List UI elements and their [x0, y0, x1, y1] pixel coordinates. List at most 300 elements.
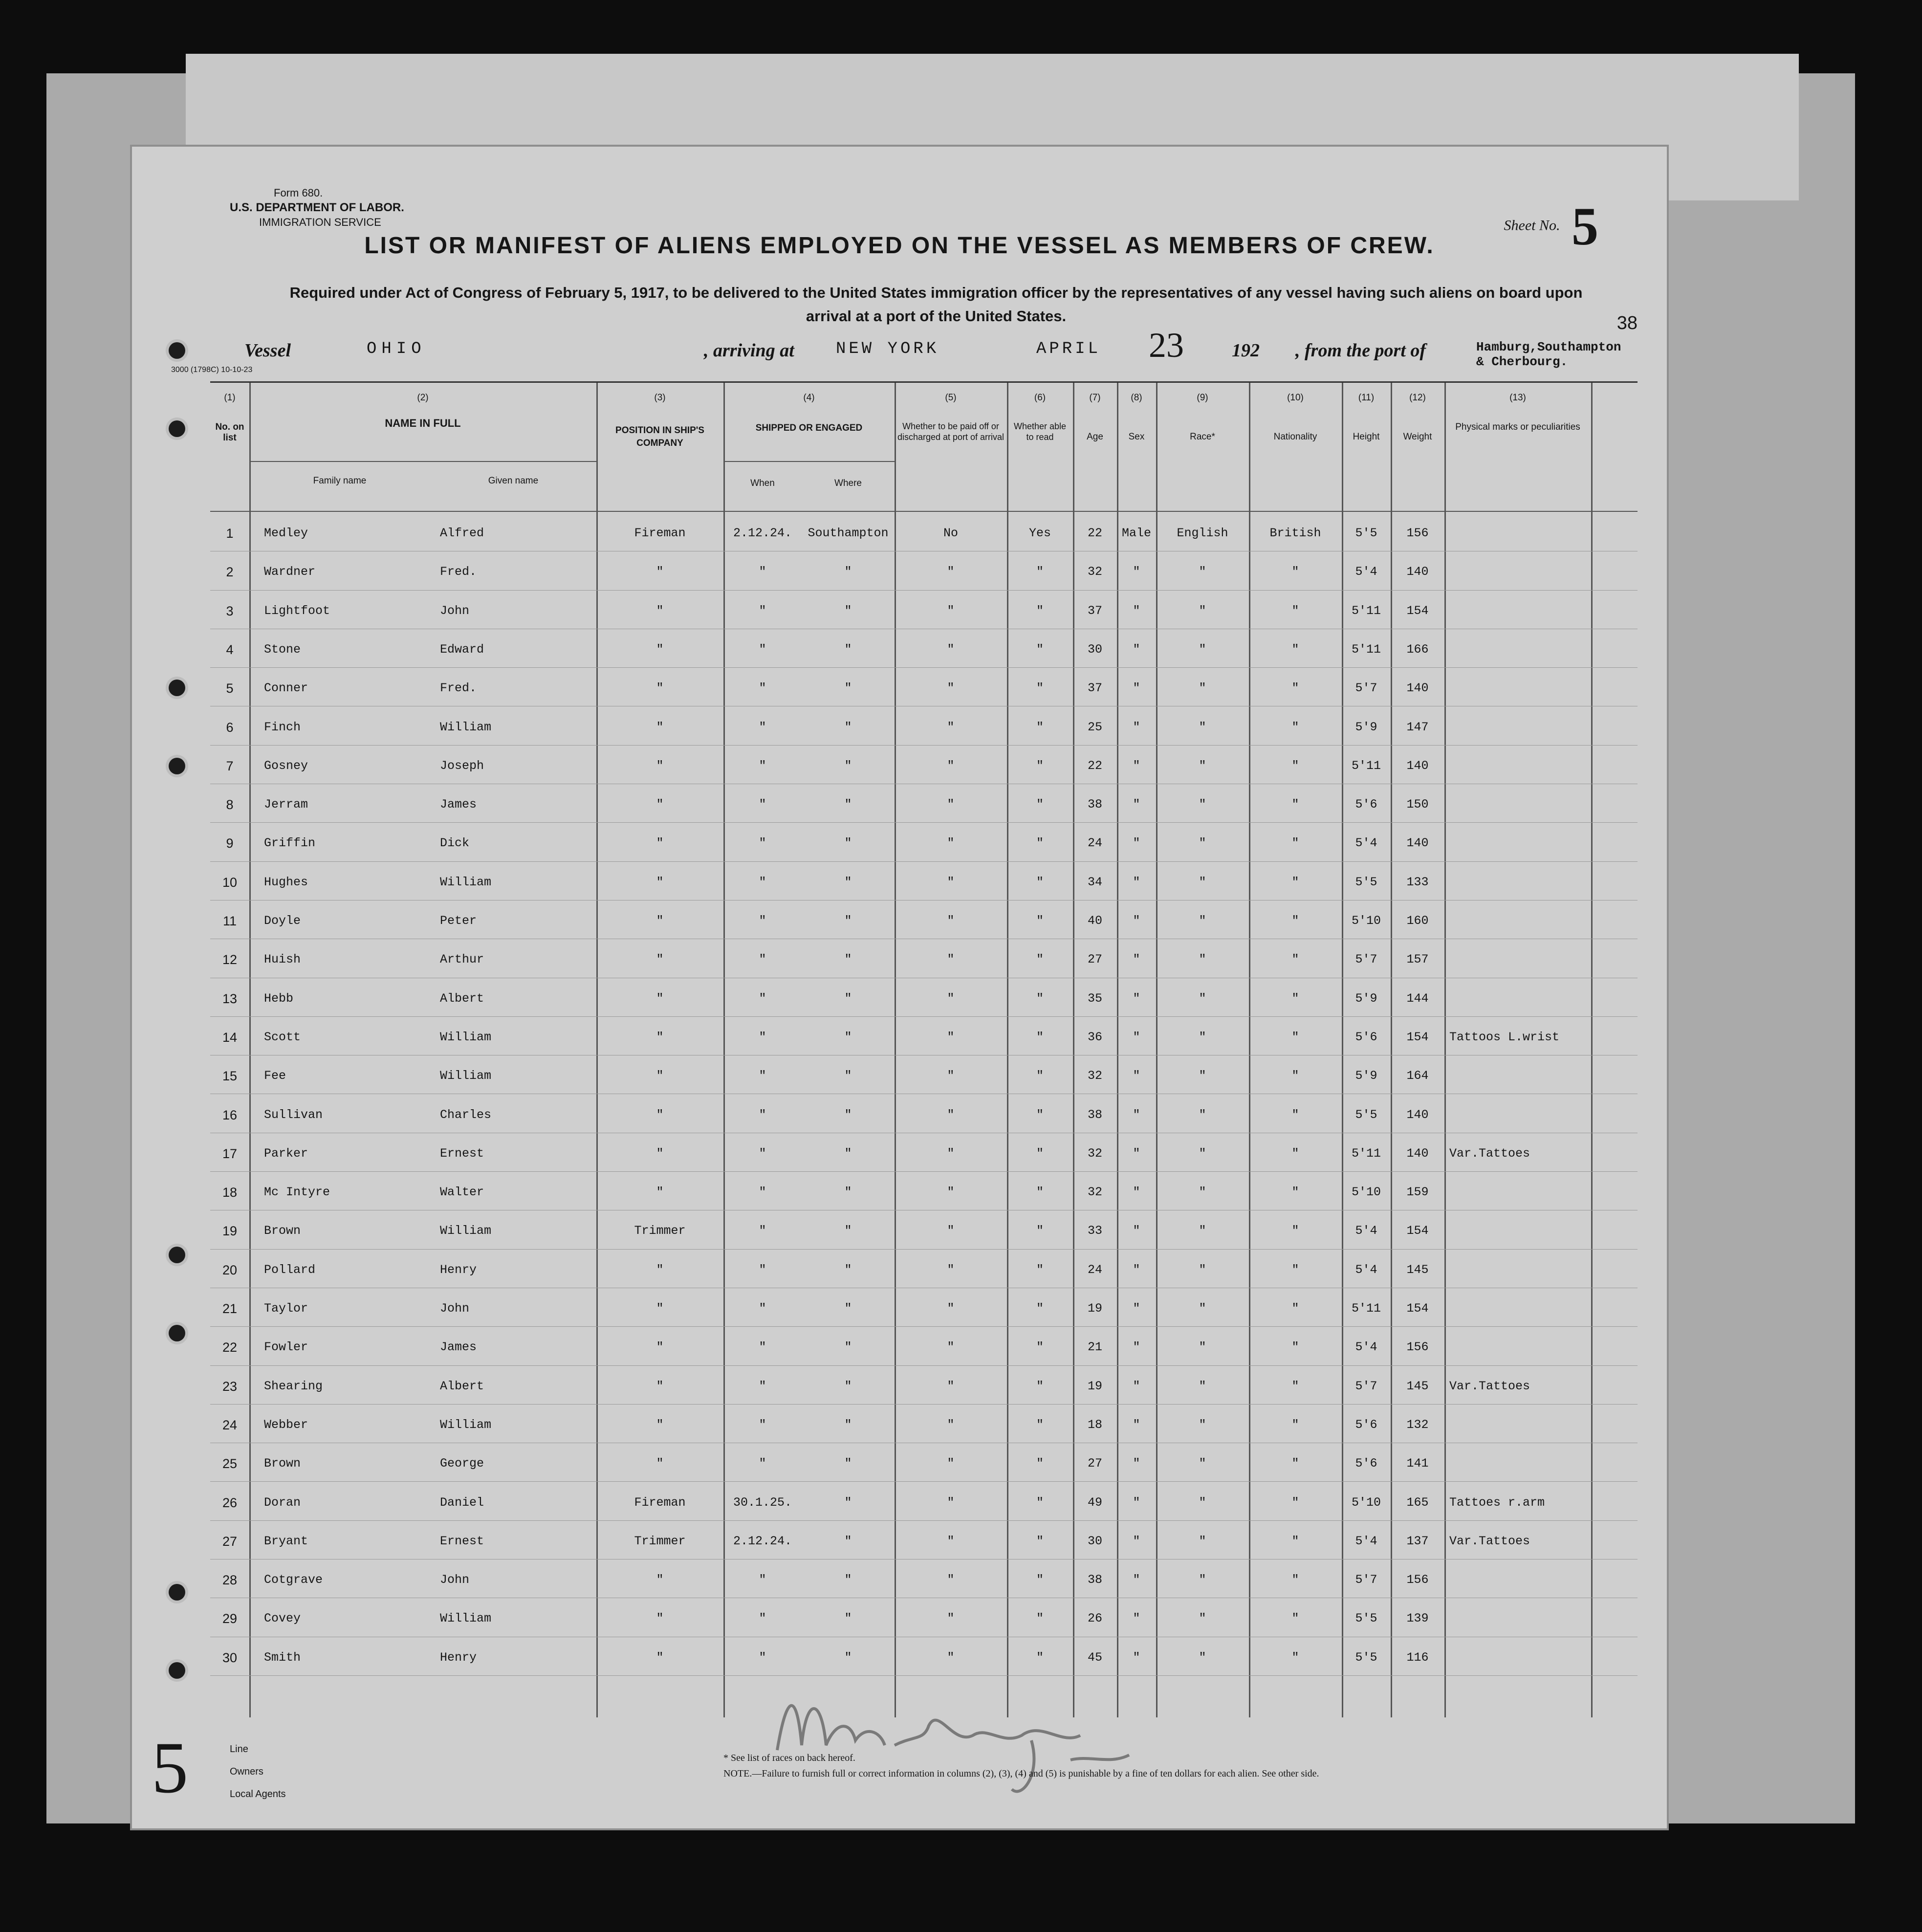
cell-sex: ": [1133, 1650, 1140, 1665]
cell-given: Arthur: [440, 952, 484, 967]
col12-header: Weight: [1403, 432, 1432, 442]
col4-num: (4): [803, 393, 815, 403]
vessel-name: OHIO: [367, 340, 426, 358]
arrival-port: NEW YORK: [836, 340, 939, 358]
cell-position: ": [656, 914, 664, 928]
cell-when: ": [759, 1340, 766, 1355]
cell-paid: ": [947, 952, 955, 967]
cell-nationality: ": [1291, 603, 1299, 618]
cell-read: ": [1036, 1301, 1044, 1316]
cell-position: ": [656, 1185, 664, 1200]
cell-family: Wardner: [264, 565, 316, 579]
cell-weight: 157: [1406, 952, 1429, 967]
cell-position: ": [656, 1030, 664, 1044]
cell-given: Alfred: [440, 526, 484, 540]
cell-weight: 156: [1406, 1573, 1429, 1587]
cell-race: ": [1199, 991, 1206, 1006]
cell-paid: ": [947, 914, 955, 928]
cell-sex: ": [1133, 1224, 1140, 1238]
owners-label: Owners: [230, 1766, 263, 1777]
cell-race: ": [1199, 1224, 1206, 1238]
cell-no: 12: [222, 952, 238, 967]
department: U.S. DEPARTMENT OF LABOR.: [230, 201, 404, 214]
cell-no: 25: [222, 1456, 238, 1471]
cell-position: ": [656, 797, 664, 812]
table-row: [210, 1210, 1638, 1249]
cell-when: ": [759, 642, 766, 657]
cell-no: 23: [222, 1379, 238, 1394]
cell-paid: ": [947, 758, 955, 773]
punch-hole: [169, 1584, 185, 1601]
cell-no: 21: [222, 1301, 238, 1316]
page-subtitle: Required under Act of Congress of February 5, 1917, to be delivered to the United States immigration officer by the representatives of any vessel having such aliens on board upon arrival at a port of the United States.: [289, 284, 1583, 325]
cell-where: ": [844, 1611, 852, 1626]
cell-no: 26: [222, 1495, 238, 1510]
cell-race: ": [1199, 642, 1206, 657]
cell-sex: ": [1133, 1379, 1140, 1393]
cell-given: William: [440, 720, 492, 734]
cell-race: ": [1199, 565, 1206, 579]
cell-when: ": [759, 914, 766, 928]
cell-sex: ": [1133, 875, 1140, 889]
cell-no: 13: [222, 991, 238, 1006]
cell-race: ": [1199, 1107, 1206, 1122]
table-row: [210, 1520, 1638, 1559]
cell-paid: No: [943, 526, 958, 540]
punch-hole: [169, 342, 185, 359]
cell-sex: ": [1133, 1030, 1140, 1044]
cell-race: ": [1199, 1534, 1206, 1548]
header-rule: [249, 461, 596, 462]
cell-family: Conner: [264, 681, 308, 696]
cell-paid: ": [947, 1495, 955, 1510]
cell-where: ": [844, 1224, 852, 1238]
cell-position: ": [656, 1340, 664, 1355]
cell-where: ": [844, 1650, 852, 1665]
cell-family: Medley: [264, 526, 308, 540]
table-row: [210, 861, 1638, 900]
cell-family: Cotgrave: [264, 1573, 323, 1587]
cell-given: Fred.: [440, 681, 477, 696]
cell-where: ": [844, 1379, 852, 1393]
cell-sex: ": [1133, 565, 1140, 579]
cell-sex: ": [1133, 1185, 1140, 1200]
cell-family: Mc Intyre: [264, 1185, 330, 1200]
cell-nationality: ": [1291, 1069, 1299, 1083]
cell-read: ": [1036, 797, 1044, 812]
cell-nationality: ": [1291, 1534, 1299, 1548]
cell-when: ": [759, 681, 766, 696]
vessel-line: [205, 326, 1621, 369]
cell-height: 5'11: [1351, 1146, 1381, 1161]
col5-num: (5): [945, 393, 957, 403]
cell-where: ": [844, 642, 852, 657]
col12-num: (12): [1409, 393, 1426, 403]
cell-read: Yes: [1028, 526, 1051, 540]
col11-num: (11): [1358, 393, 1375, 403]
cell-paid: ": [947, 1262, 955, 1277]
cell-age: 26: [1087, 1611, 1102, 1626]
cell-position: ": [656, 1069, 664, 1083]
cell-race: ": [1199, 1146, 1206, 1161]
cell-weight: 164: [1406, 1069, 1429, 1083]
cell-height: 5'7: [1355, 1573, 1377, 1587]
cell-sex: ": [1133, 1107, 1140, 1122]
cell-weight: 140: [1406, 1107, 1429, 1122]
cell-when: ": [759, 1456, 766, 1471]
table-row: [210, 551, 1638, 590]
cell-given: Daniel: [440, 1495, 484, 1510]
table-row: [210, 1559, 1638, 1598]
agents-label: Local Agents: [230, 1789, 286, 1800]
cell-sex: ": [1133, 991, 1140, 1006]
cell-when: ": [759, 565, 766, 579]
cell-no: 30: [222, 1650, 238, 1665]
cell-no: 24: [222, 1417, 238, 1432]
cell-read: ": [1036, 565, 1044, 579]
races-note: * See list of races on back hereof.: [723, 1753, 855, 1763]
cell-sex: ": [1133, 1573, 1140, 1587]
cell-weight: 154: [1406, 1301, 1429, 1316]
cell-no: 5: [226, 681, 234, 696]
cell-no: 6: [226, 720, 234, 735]
cell-height: 5'9: [1355, 720, 1377, 734]
cell-race: ": [1199, 681, 1206, 696]
cell-family: Smith: [264, 1650, 301, 1665]
cell-sex: ": [1133, 603, 1140, 618]
cell-race: ": [1199, 758, 1206, 773]
cell-weight: 154: [1406, 1030, 1429, 1044]
cell-no: 11: [222, 914, 237, 928]
cell-where: ": [844, 1301, 852, 1316]
col6-num: (6): [1034, 393, 1046, 403]
cell-age: 27: [1087, 1456, 1102, 1471]
cell-given: Joseph: [440, 758, 484, 773]
cell-race: ": [1199, 914, 1206, 928]
col4b-header: Where: [834, 478, 862, 488]
cell-read: ": [1036, 1224, 1044, 1238]
cell-position: ": [656, 1611, 664, 1626]
cell-sex: ": [1133, 720, 1140, 734]
cell-weight: 156: [1406, 1340, 1429, 1355]
cell-weight: 154: [1406, 603, 1429, 618]
cell-where: ": [844, 758, 852, 773]
cell-sex: ": [1133, 1534, 1140, 1548]
cell-family: Stone: [264, 642, 301, 657]
cell-where: ": [844, 1417, 852, 1432]
cell-weight: 133: [1406, 875, 1429, 889]
col9-num: (9): [1197, 393, 1208, 403]
cell-when: ": [759, 1146, 766, 1161]
cell-when: ": [759, 1650, 766, 1665]
cell-height: 5'4: [1355, 1534, 1377, 1548]
cell-when: ": [759, 758, 766, 773]
cell-when: ": [759, 1262, 766, 1277]
cell-weight: 140: [1406, 1146, 1429, 1161]
cell-read: ": [1036, 1185, 1044, 1200]
table-row: [210, 667, 1638, 706]
cell-nationality: ": [1291, 1107, 1299, 1122]
cell-race: ": [1199, 603, 1206, 618]
cell-nationality: ": [1291, 1030, 1299, 1044]
arrival-month: APRIL: [1036, 340, 1101, 358]
cell-read: ": [1036, 1146, 1044, 1161]
cell-position: Trimmer: [634, 1534, 686, 1548]
cell-height: 5'6: [1355, 1030, 1377, 1044]
cell-race: ": [1199, 1301, 1206, 1316]
cell-no: 29: [222, 1611, 238, 1626]
cell-read: ": [1036, 1534, 1044, 1548]
cell-read: ": [1036, 1030, 1044, 1044]
cell-race: ": [1199, 1650, 1206, 1665]
cell-when: 2.12.24.: [733, 1534, 792, 1548]
cell-age: 38: [1087, 1107, 1102, 1122]
cell-nationality: ": [1291, 836, 1299, 851]
cell-given: Albert: [440, 1379, 484, 1393]
header-rule: [210, 511, 1638, 512]
col3-header: POSITION IN SHIP'S COMPANY: [615, 425, 704, 448]
fine-note: NOTE.—Failure to furnish full or correct information in columns (2), (3), (4) and (5) is punishable by a fine of ten dollars for each alien. See other side.: [723, 1768, 1319, 1779]
table-row: [210, 706, 1638, 746]
col6-header: Whether able to read: [1013, 421, 1067, 442]
cell-read: ": [1036, 720, 1044, 734]
cell-height: 5'10: [1351, 914, 1381, 928]
cell-nationality: ": [1291, 565, 1299, 579]
cell-race: ": [1199, 1495, 1206, 1510]
table-row: [210, 629, 1638, 668]
cell-race: ": [1199, 1340, 1206, 1355]
cell-given: James: [440, 1340, 477, 1355]
cell-age: 40: [1087, 914, 1102, 928]
cell-read: ": [1036, 642, 1044, 657]
cell-given: Charles: [440, 1107, 492, 1122]
cell-sex: ": [1133, 1417, 1140, 1432]
cell-sex: ": [1133, 1611, 1140, 1626]
col2-header: NAME IN FULL: [385, 417, 461, 429]
table-row: [210, 512, 1638, 551]
form-code: 3000 (1798C) 10-10-23: [171, 366, 253, 374]
cell-read: ": [1036, 1611, 1044, 1626]
cell-given: Ernest: [440, 1534, 484, 1548]
cell-height: 5'6: [1355, 1417, 1377, 1432]
cell-given: Fred.: [440, 565, 477, 579]
col11-header: Height: [1353, 432, 1380, 442]
col8-num: (8): [1131, 393, 1142, 403]
cell-nationality: ": [1291, 875, 1299, 889]
cell-read: ": [1036, 1340, 1044, 1355]
cell-age: 32: [1087, 565, 1102, 579]
cell-weight: 165: [1406, 1495, 1429, 1510]
cell-sex: ": [1133, 1146, 1140, 1161]
arrival-day: 23: [1149, 326, 1184, 365]
cell-family: Bryant: [264, 1534, 308, 1548]
cell-position: ": [656, 1379, 664, 1393]
cell-paid: ": [947, 681, 955, 696]
cell-no: 14: [222, 1030, 238, 1045]
cell-family: Pollard: [264, 1262, 316, 1277]
cell-read: ": [1036, 1417, 1044, 1432]
cell-race: ": [1199, 1379, 1206, 1393]
vessel-label: Vessel: [244, 340, 291, 361]
manifest-table: [210, 381, 1638, 1717]
cell-no: 7: [226, 758, 234, 773]
cell-where: ": [844, 875, 852, 889]
cell-nationality: British: [1269, 526, 1321, 540]
cell-where: Southampton: [808, 526, 889, 540]
footer-labels: [230, 1738, 286, 1805]
cell-position: ": [656, 720, 664, 734]
cell-age: 22: [1087, 758, 1102, 773]
cell-paid: ": [947, 1650, 955, 1665]
cell-height: 5'4: [1355, 836, 1377, 851]
cell-no: 9: [226, 836, 234, 851]
cell-position: Fireman: [634, 1495, 686, 1510]
cell-weight: 154: [1406, 1224, 1429, 1238]
cell-weight: 166: [1406, 642, 1429, 657]
cell-no: 10: [222, 875, 238, 890]
cell-sex: ": [1133, 1495, 1140, 1510]
table-row: [210, 784, 1638, 823]
cell-when: 30.1.25.: [733, 1495, 792, 1510]
footer-notes: [723, 1750, 1319, 1781]
cell-weight: 141: [1406, 1456, 1429, 1471]
cell-height: 5'6: [1355, 797, 1377, 812]
col9-header: Race*: [1190, 432, 1215, 442]
cell-when: ": [759, 952, 766, 967]
cell-read: ": [1036, 681, 1044, 696]
col2b-header: Given name: [488, 476, 539, 486]
cell-weight: 140: [1406, 565, 1429, 579]
cell-given: John: [440, 1301, 470, 1316]
cell-age: 22: [1087, 526, 1102, 540]
cell-weight: 140: [1406, 681, 1429, 696]
table-row: [210, 1482, 1638, 1521]
cell-when: ": [759, 720, 766, 734]
cell-family: Parker: [264, 1146, 308, 1161]
cell-height: 5'10: [1351, 1185, 1381, 1200]
cell-nationality: ": [1291, 1340, 1299, 1355]
col13-header: Physical marks or peculiarities: [1455, 422, 1580, 432]
cell-age: 21: [1087, 1340, 1102, 1355]
cell-sex: ": [1133, 797, 1140, 812]
cell-family: Lightfoot: [264, 603, 330, 618]
cell-family: Fowler: [264, 1340, 308, 1355]
table-row: [210, 1016, 1638, 1055]
cell-age: 37: [1087, 603, 1102, 618]
cell-where: ": [844, 1573, 852, 1587]
cell-nationality: ": [1291, 1495, 1299, 1510]
cell-weight: 145: [1406, 1262, 1429, 1277]
cell-height: 5'4: [1355, 1340, 1377, 1355]
cell-position: ": [656, 758, 664, 773]
cell-no: 1: [226, 526, 234, 541]
header-rule: [723, 461, 895, 462]
cell-sex: ": [1133, 642, 1140, 657]
cell-when: ": [759, 991, 766, 1006]
manifest-sheet: [132, 147, 1667, 1828]
footer-number: 5: [152, 1727, 188, 1808]
cell-race: ": [1199, 1262, 1206, 1277]
cell-age: 25: [1087, 720, 1102, 734]
cell-nationality: ": [1291, 1185, 1299, 1200]
cell-where: ": [844, 603, 852, 618]
cell-no: 2: [226, 565, 234, 580]
col4a-header: When: [750, 478, 775, 488]
cell-weight: 156: [1406, 526, 1429, 540]
cell-position: ": [656, 603, 664, 618]
cell-height: 5'5: [1355, 875, 1377, 889]
table-row: [210, 822, 1638, 861]
cell-position: ": [656, 1456, 664, 1471]
cell-sex: ": [1133, 836, 1140, 851]
cell-read: ": [1036, 875, 1044, 889]
cell-where: ": [844, 991, 852, 1006]
cell-family: Fee: [264, 1069, 286, 1083]
arrival-year: 192: [1232, 340, 1260, 361]
cell-when: ": [759, 1417, 766, 1432]
col1-num: (1): [224, 393, 236, 403]
col10-num: (10): [1287, 393, 1304, 403]
cell-when: ": [759, 875, 766, 889]
cell-race: ": [1199, 1456, 1206, 1471]
cell-paid: ": [947, 1146, 955, 1161]
cell-position: ": [656, 952, 664, 967]
cell-when: ": [759, 603, 766, 618]
cell-read: ": [1036, 758, 1044, 773]
cell-no: 18: [222, 1185, 238, 1200]
cell-position: ": [656, 836, 664, 851]
cell-race: ": [1199, 1573, 1206, 1587]
cell-when: ": [759, 1224, 766, 1238]
cell-sex: Male: [1121, 526, 1151, 540]
cell-position: ": [656, 991, 664, 1006]
cell-paid: ": [947, 1107, 955, 1122]
cell-sex: ": [1133, 1069, 1140, 1083]
cell-position: ": [656, 642, 664, 657]
table-row: [210, 1133, 1638, 1172]
table-row: [210, 1249, 1638, 1288]
cell-paid: ": [947, 1379, 955, 1393]
cell-family: Hughes: [264, 875, 308, 889]
cell-family: Sullivan: [264, 1107, 323, 1122]
cell-family: Finch: [264, 720, 301, 734]
cell-read: ": [1036, 991, 1044, 1006]
cell-where: ": [844, 1534, 852, 1548]
cell-given: John: [440, 1573, 470, 1587]
cell-weight: 150: [1406, 797, 1429, 812]
cell-age: 35: [1087, 991, 1102, 1006]
cell-given: Henry: [440, 1262, 477, 1277]
side-number: 38: [1616, 313, 1638, 333]
cell-when: ": [759, 1301, 766, 1316]
cell-race: ": [1199, 836, 1206, 851]
cell-paid: ": [947, 875, 955, 889]
cell-given: John: [440, 603, 470, 618]
cell-given: William: [440, 875, 492, 889]
cell-family: Brown: [264, 1224, 301, 1238]
cell-nationality: ": [1291, 1573, 1299, 1587]
cell-no: 19: [222, 1224, 238, 1239]
cell-marks: Tattoos L.wrist: [1449, 1030, 1560, 1044]
cell-given: William: [440, 1030, 492, 1044]
cell-paid: ": [947, 1417, 955, 1432]
cell-nationality: ": [1291, 681, 1299, 696]
cell-nationality: ": [1291, 1224, 1299, 1238]
cell-age: 27: [1087, 952, 1102, 967]
cell-paid: ": [947, 603, 955, 618]
cell-when: ": [759, 1030, 766, 1044]
cell-read: ": [1036, 1069, 1044, 1083]
